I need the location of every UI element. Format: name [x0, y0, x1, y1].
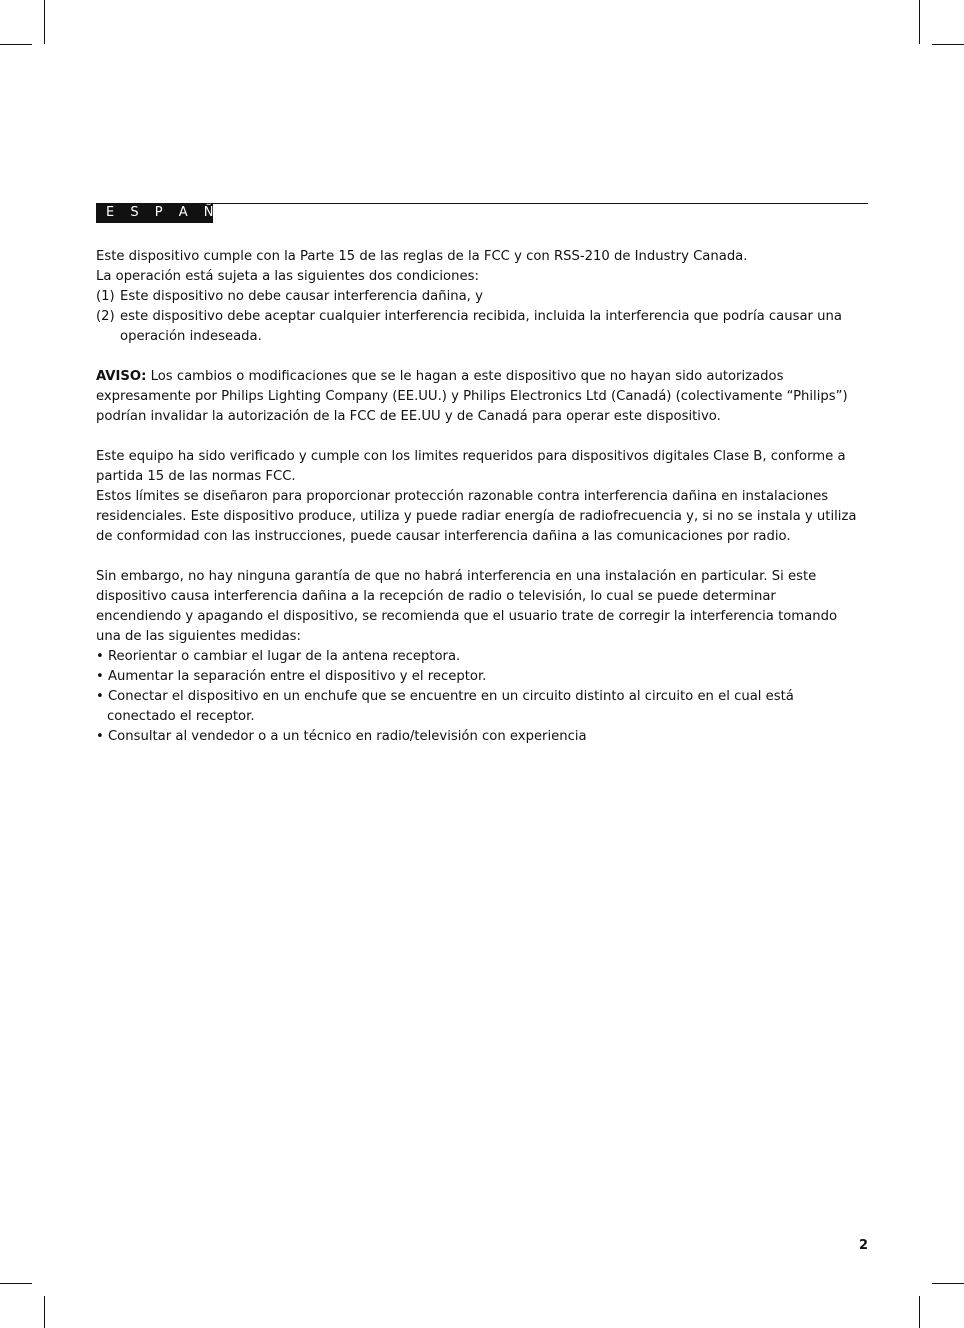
crop-mark-bottom-left-vertical — [44, 1296, 45, 1328]
document-body — [96, 247, 864, 747]
crop-mark-top-left-vertical — [44, 0, 45, 44]
crop-mark-top-left-horizontal — [0, 44, 32, 45]
measure-item: • Aumentar la separación entre el dispositivo y el receptor. — [96, 669, 487, 684]
condition-number: (1) — [96, 289, 115, 304]
page-number: 2 — [858, 1238, 868, 1253]
measure-item: • Consultar al vendedor o a un técnico en radio/televisión con experiencia — [96, 729, 587, 744]
measure-item: • Conectar el dispositivo en un enchufe que se encuentre en un circuito distinto al circuito en el cual está conectado el receptor. — [96, 689, 794, 724]
crop-mark-top-right-horizontal — [932, 44, 964, 45]
notice-text: Los cambios o modificaciones que se le hagan a este dispositivo que no hayan sido autorizados expresamente por Philips Lighting Company (EE.UU.) y Philips Electronics Ltd (Canadá) (colectivamente “Philips”) podrían invalidar la autorización de la FCC de EE.UU y de Canadá para operar este dispositivo. — [96, 369, 848, 424]
condition-number: (2) — [96, 309, 115, 324]
conditions-intro: La operación está sujeta a las siguientes dos condiciones: — [96, 269, 479, 284]
crop-mark-top-right-vertical — [919, 0, 920, 44]
language-label: E S P A Ñ O L — [96, 203, 213, 223]
class-b-statement: Este equipo ha sido verificado y cumple con los limites requeridos para dispositivos digitales Clase B, conforme a partida 15 de las normas FCC. — [96, 449, 846, 484]
compliance-statement: Este dispositivo cumple con la Parte 15 de las reglas de la FCC y con RSS-210 de Industry Canada. — [96, 249, 748, 264]
measure-item: • Reorientar o cambiar el lugar de la antena receptora. — [96, 649, 461, 664]
condition-item — [96, 307, 864, 347]
interference-statement: Sin embargo, no hay ninguna garantía de que no habrá interferencia en una instalación en particular. Si este dispositivo causa interferencia dañina a la recepción de radio o televisión, lo cual se puede determinar encendiendo y apagando el dispositivo, se recomienda que el usuario trate de corregir la interferencia tomando una de las siguientes medidas: — [96, 569, 838, 644]
condition-text: Este dispositivo no debe causar interferencia dañina, y — [120, 289, 483, 304]
notice-label: AVISO: — [96, 369, 147, 384]
crop-mark-bottom-left-horizontal — [0, 1283, 32, 1284]
language-header — [96, 203, 868, 223]
condition-item — [96, 287, 864, 307]
limits-statement: Estos límites se diseñaron para proporcionar protección razonable contra interferencia dañina en instalaciones residenciales. Este dispositivo produce, utiliza y puede radiar energía de radiofrecuencia y, si no se instala y utiliza de conformidad con las instrucciones, puede causar interferencia dañina a las comunicaciones por radio. — [96, 489, 857, 544]
crop-mark-bottom-right-horizontal — [932, 1283, 964, 1284]
condition-text: este dispositivo debe aceptar cualquier interferencia recibida, incluida la interferencia que podría causar una operación indeseada. — [120, 309, 842, 344]
notice-paragraph — [96, 367, 864, 427]
crop-mark-bottom-right-vertical — [919, 1296, 920, 1328]
